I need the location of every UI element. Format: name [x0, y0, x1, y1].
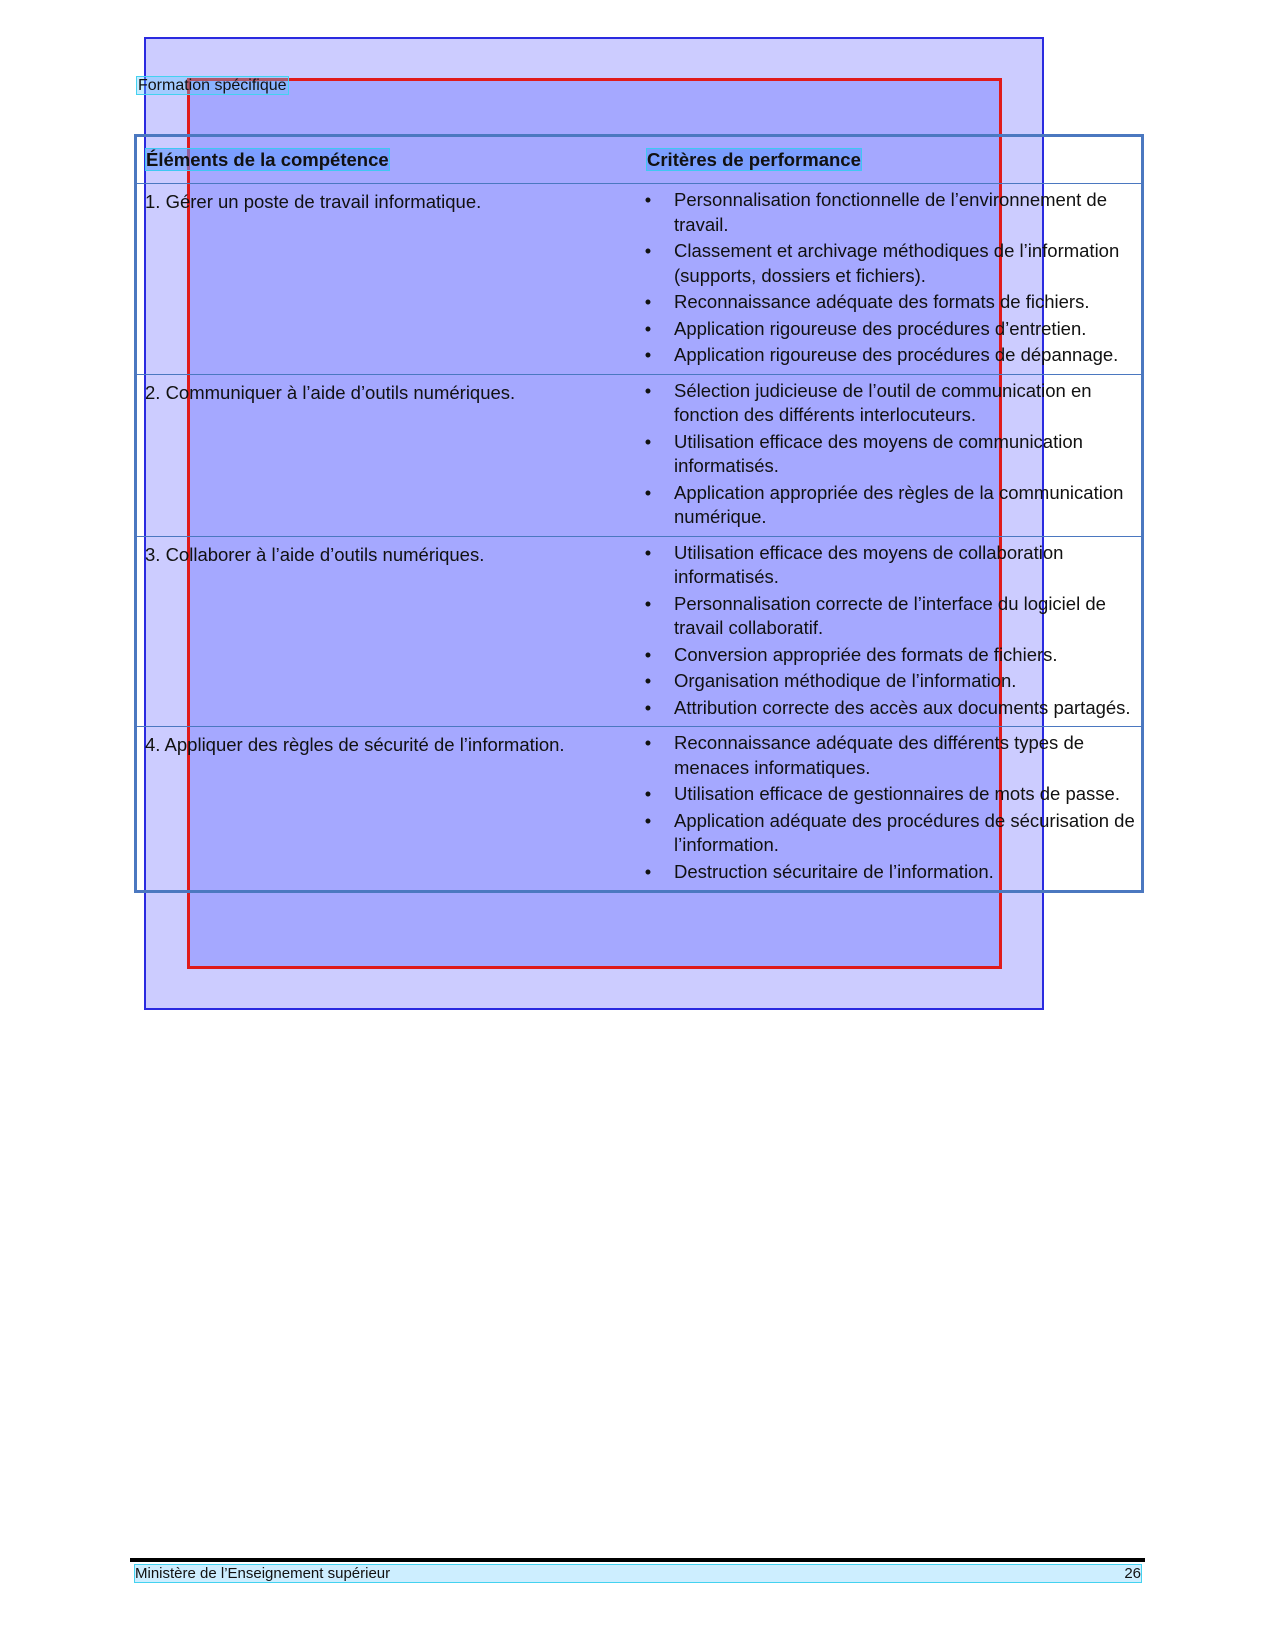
criterion-item: [644, 809, 1141, 858]
page-footer: [134, 1564, 1142, 1583]
criterion-item: [644, 430, 1141, 479]
element-cell: [136, 374, 639, 536]
header-criteria: Critères de performance: [647, 149, 861, 170]
section-title: Formation spécifique: [138, 77, 287, 94]
bullet-icon: •: [644, 783, 652, 804]
element-cell: [136, 184, 639, 375]
criterion-text: Utilisation efficace des moyens de collaboration informatisés.: [674, 541, 1064, 587]
bullet-icon: •: [644, 809, 652, 831]
criterion-item: [644, 541, 1141, 590]
criterion-item: [644, 188, 1141, 237]
criterion-item: [644, 317, 1141, 342]
criterion-text: Utilisation efficace des moyens de communication informatisés.: [674, 430, 1083, 476]
criterion-item: [644, 592, 1141, 641]
competence-table: [134, 134, 1144, 893]
bullet-icon: •: [644, 240, 652, 261]
criterion-item: [644, 239, 1141, 288]
criterion-item: [644, 782, 1141, 807]
criterion-text: Application rigoureuse des procédures de dépannage.: [674, 344, 1119, 365]
criterion-text: Application rigoureuse des procédures d’entretien.: [674, 317, 1087, 339]
element-cell: [136, 536, 639, 727]
criteria-cell: [638, 374, 1143, 536]
criterion-item: [644, 343, 1141, 368]
bullet-icon: •: [644, 541, 652, 563]
footer-rule: [130, 1558, 1145, 1562]
criterion-item: [644, 860, 1141, 885]
table-row: [136, 184, 1143, 375]
bullet-icon: •: [644, 732, 652, 753]
criteria-list: [638, 375, 1141, 536]
criterion-text: Application appropriée des règles de la communication numérique.: [674, 481, 1124, 527]
bullet-icon: •: [644, 643, 652, 665]
criteria-list: [638, 184, 1141, 374]
criterion-text: Sélection judicieuse de l’outil de communication en fonction des différents interlocuteurs.: [674, 379, 1092, 425]
competence-element: 3. Collaborer à l’aide d’outils numériques.: [145, 543, 485, 565]
criteria-cell: [638, 184, 1143, 375]
table-row: [136, 374, 1143, 536]
criterion-item: [644, 290, 1141, 315]
competence-element: 2. Communiquer à l’aide d’outils numériques.: [145, 381, 516, 403]
criterion-text: Organisation méthodique de l’information.: [674, 670, 1017, 691]
criterion-text: Attribution correcte des accès aux documents partagés.: [674, 696, 1131, 718]
criterion-text: Personnalisation fonctionnelle de l’environnement de travail.: [674, 189, 1107, 235]
criteria-cell: [638, 727, 1143, 892]
criterion-text: Conversion appropriée des formats de fichiers.: [674, 643, 1058, 665]
criterion-text: Reconnaissance adéquate des différents types de menaces informatiques.: [674, 732, 1085, 778]
criterion-text: Classement et archivage méthodiques de l’information (supports, dossiers et fichiers).: [674, 240, 1120, 286]
criterion-text: Destruction sécuritaire de l’information.: [674, 860, 994, 882]
criterion-text: Application adéquate des procédures de sécurisation de l’information.: [674, 809, 1135, 855]
criterion-item: [644, 731, 1141, 780]
table-row: [136, 536, 1143, 727]
criterion-text: Utilisation efficace de gestionnaires de mots de passe.: [674, 783, 1120, 804]
header-elements: Éléments de la compétence: [146, 149, 389, 170]
criterion-item: [644, 696, 1141, 721]
criterion-item: [644, 669, 1141, 694]
criteria-cell: [638, 536, 1143, 727]
bullet-icon: •: [644, 317, 652, 339]
footer-ministry: Ministère de l’Enseignement supérieur: [135, 1565, 391, 1582]
bullet-icon: •: [644, 592, 652, 614]
criterion-text: Reconnaissance adéquate des formats de fichiers.: [674, 291, 1090, 312]
criteria-list: [638, 727, 1141, 890]
page-number: 26: [1124, 1565, 1141, 1582]
bullet-icon: •: [644, 379, 652, 401]
criterion-item: [644, 481, 1141, 530]
bullet-icon: •: [644, 430, 652, 452]
criterion-item: [644, 643, 1141, 668]
bullet-icon: •: [644, 189, 652, 210]
bullet-icon: •: [644, 344, 652, 365]
criterion-text: Personnalisation correcte de l’interface du logiciel de travail collaboratif.: [674, 592, 1106, 638]
competence-element: 1. Gérer un poste de travail informatique.: [145, 191, 482, 212]
bullet-icon: •: [644, 860, 652, 882]
table-header-row: [136, 136, 1143, 184]
table-row: [136, 727, 1143, 892]
bullet-icon: •: [644, 291, 652, 312]
bullet-icon: •: [644, 481, 652, 503]
bullet-icon: •: [644, 696, 652, 718]
criteria-list: [638, 537, 1141, 727]
competence-element: 4. Appliquer des règles de sécurité de l’information.: [145, 734, 565, 755]
criterion-item: [644, 379, 1141, 428]
bullet-icon: •: [644, 670, 652, 691]
element-cell: [136, 727, 639, 892]
